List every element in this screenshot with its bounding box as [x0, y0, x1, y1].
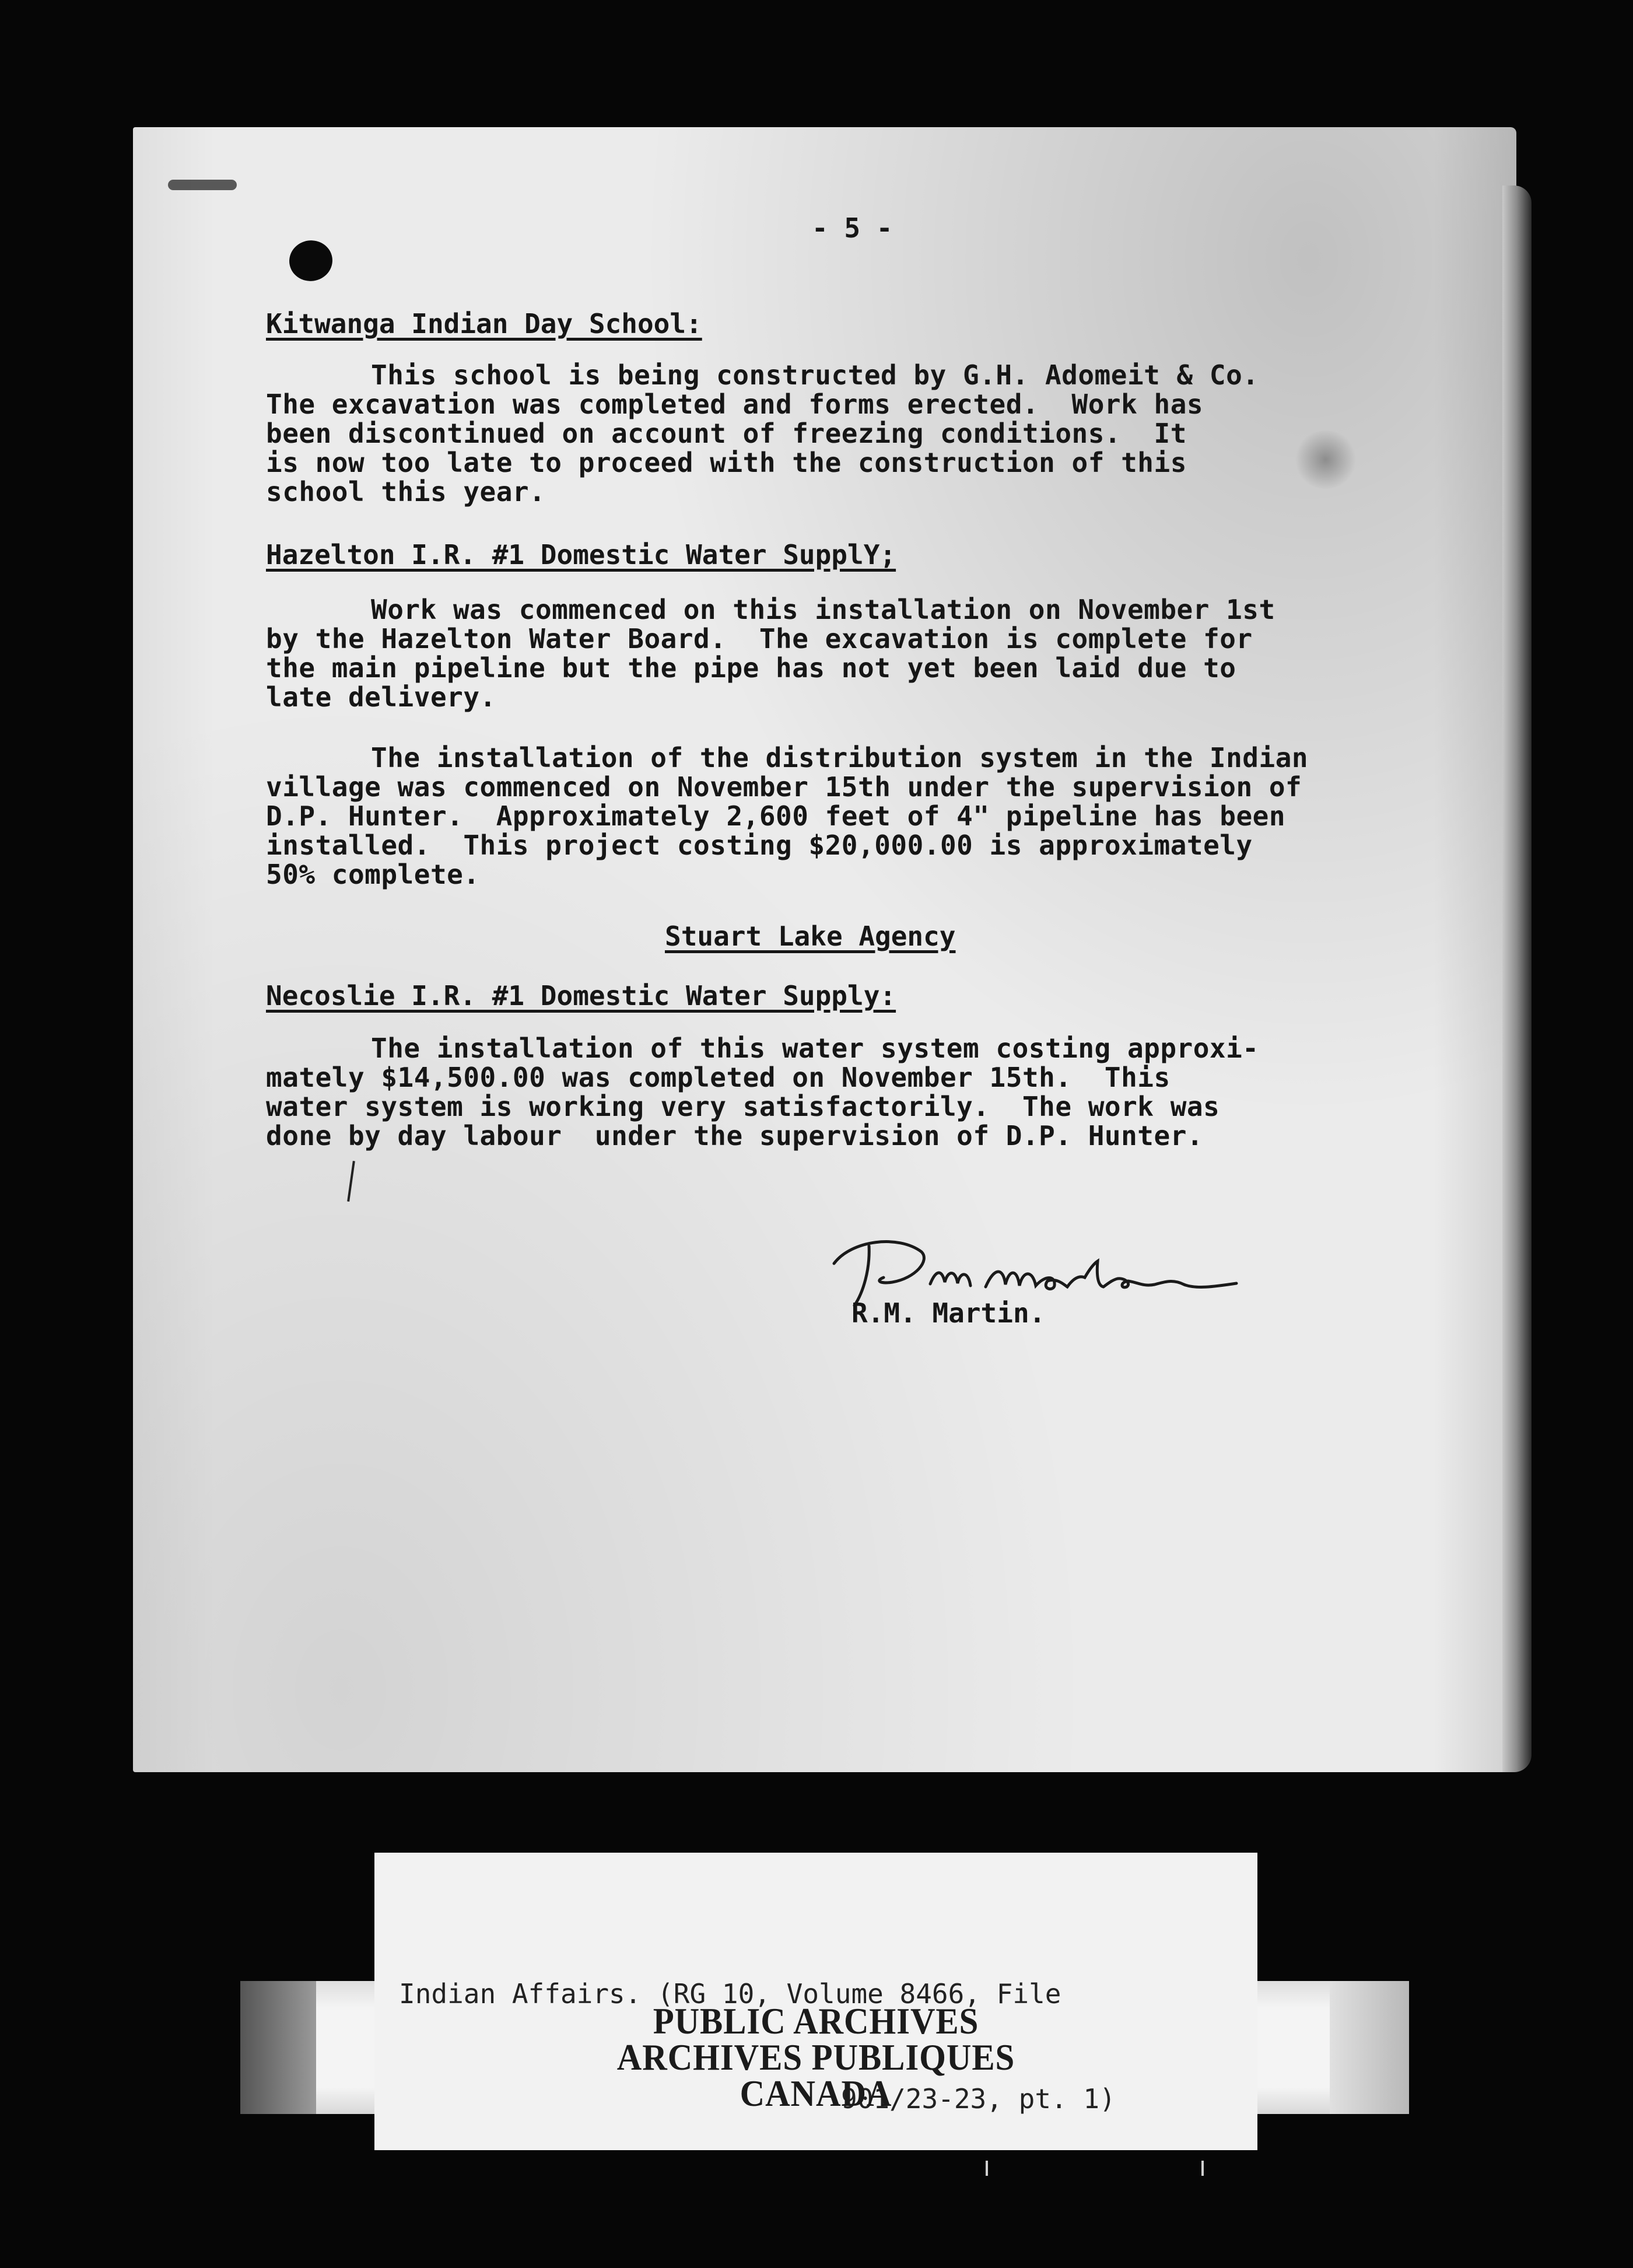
paragraph-kitwanga: This school is being constructed by G.H. Adomeit & Co. The excavation was completed and forms erected. Work has been discontinued on account of freezing conditions. It is now too late to proceed with the construction of this school this year. [266, 359, 1259, 508]
strip-end-right [1330, 1981, 1409, 2114]
archive-stamp [374, 1983, 1257, 2118]
archive-reference-line1: Indian Affairs. (RG 10, Volume 8466, File [399, 1978, 1061, 2010]
section-heading-necoslie: Necoslie I.R. #1 Domestic Water Supply: [266, 980, 896, 1012]
punch-hole [287, 237, 335, 284]
strip-end-left [240, 1981, 316, 2114]
signature-name: R.M. Martin. [851, 1297, 1046, 1329]
page-number: - 5 - [812, 212, 893, 244]
paragraph-necoslie: The installation of this water system costing approxi- mately $14,500.00 was completed on November 15th. This water system is working very satisfactorily. The work was done by day labour under the supervision of D.P. Hunter. [266, 1032, 1259, 1152]
agency-heading: Stuart Lake Agency [665, 921, 956, 952]
archive-reference-line2: 901/23-23, pt. 1) [841, 2083, 1116, 2115]
film-tick-mark [1201, 2161, 1204, 2176]
film-tick-mark [986, 2161, 988, 2176]
page-edge-curl [1502, 186, 1532, 1772]
section-heading-kitwanga: Kitwanga Indian Day School: [266, 308, 702, 340]
stamp-line-public-archives: PUBLIC ARCHIVES [653, 2000, 979, 2042]
stamp-line-archives-publiques: ARCHIVES PUBLIQUES [616, 2036, 1015, 2078]
section-heading-hazelton: Hazelton I.R. #1 Domestic Water SupplY; [266, 539, 896, 570]
corner-smudge [168, 180, 237, 190]
paragraph-hazelton-2: The installation of the distribution system in the Indian village was commenced on November 15th under the supervision of D.P. Hunter. Approximately 2,600 feet of 4" pipeline has been installed. This project costing $20,000.00 is approximately 50% complete. [266, 742, 1309, 890]
stamp-line-canada: CANADA [740, 2073, 892, 2114]
paragraph-hazelton-1: Work was commenced on this installation on November 1st by the Hazelton Water Board. The excavation is complete for the main pipeline but the pipe has not yet been laid due to late delivery. [266, 594, 1275, 713]
